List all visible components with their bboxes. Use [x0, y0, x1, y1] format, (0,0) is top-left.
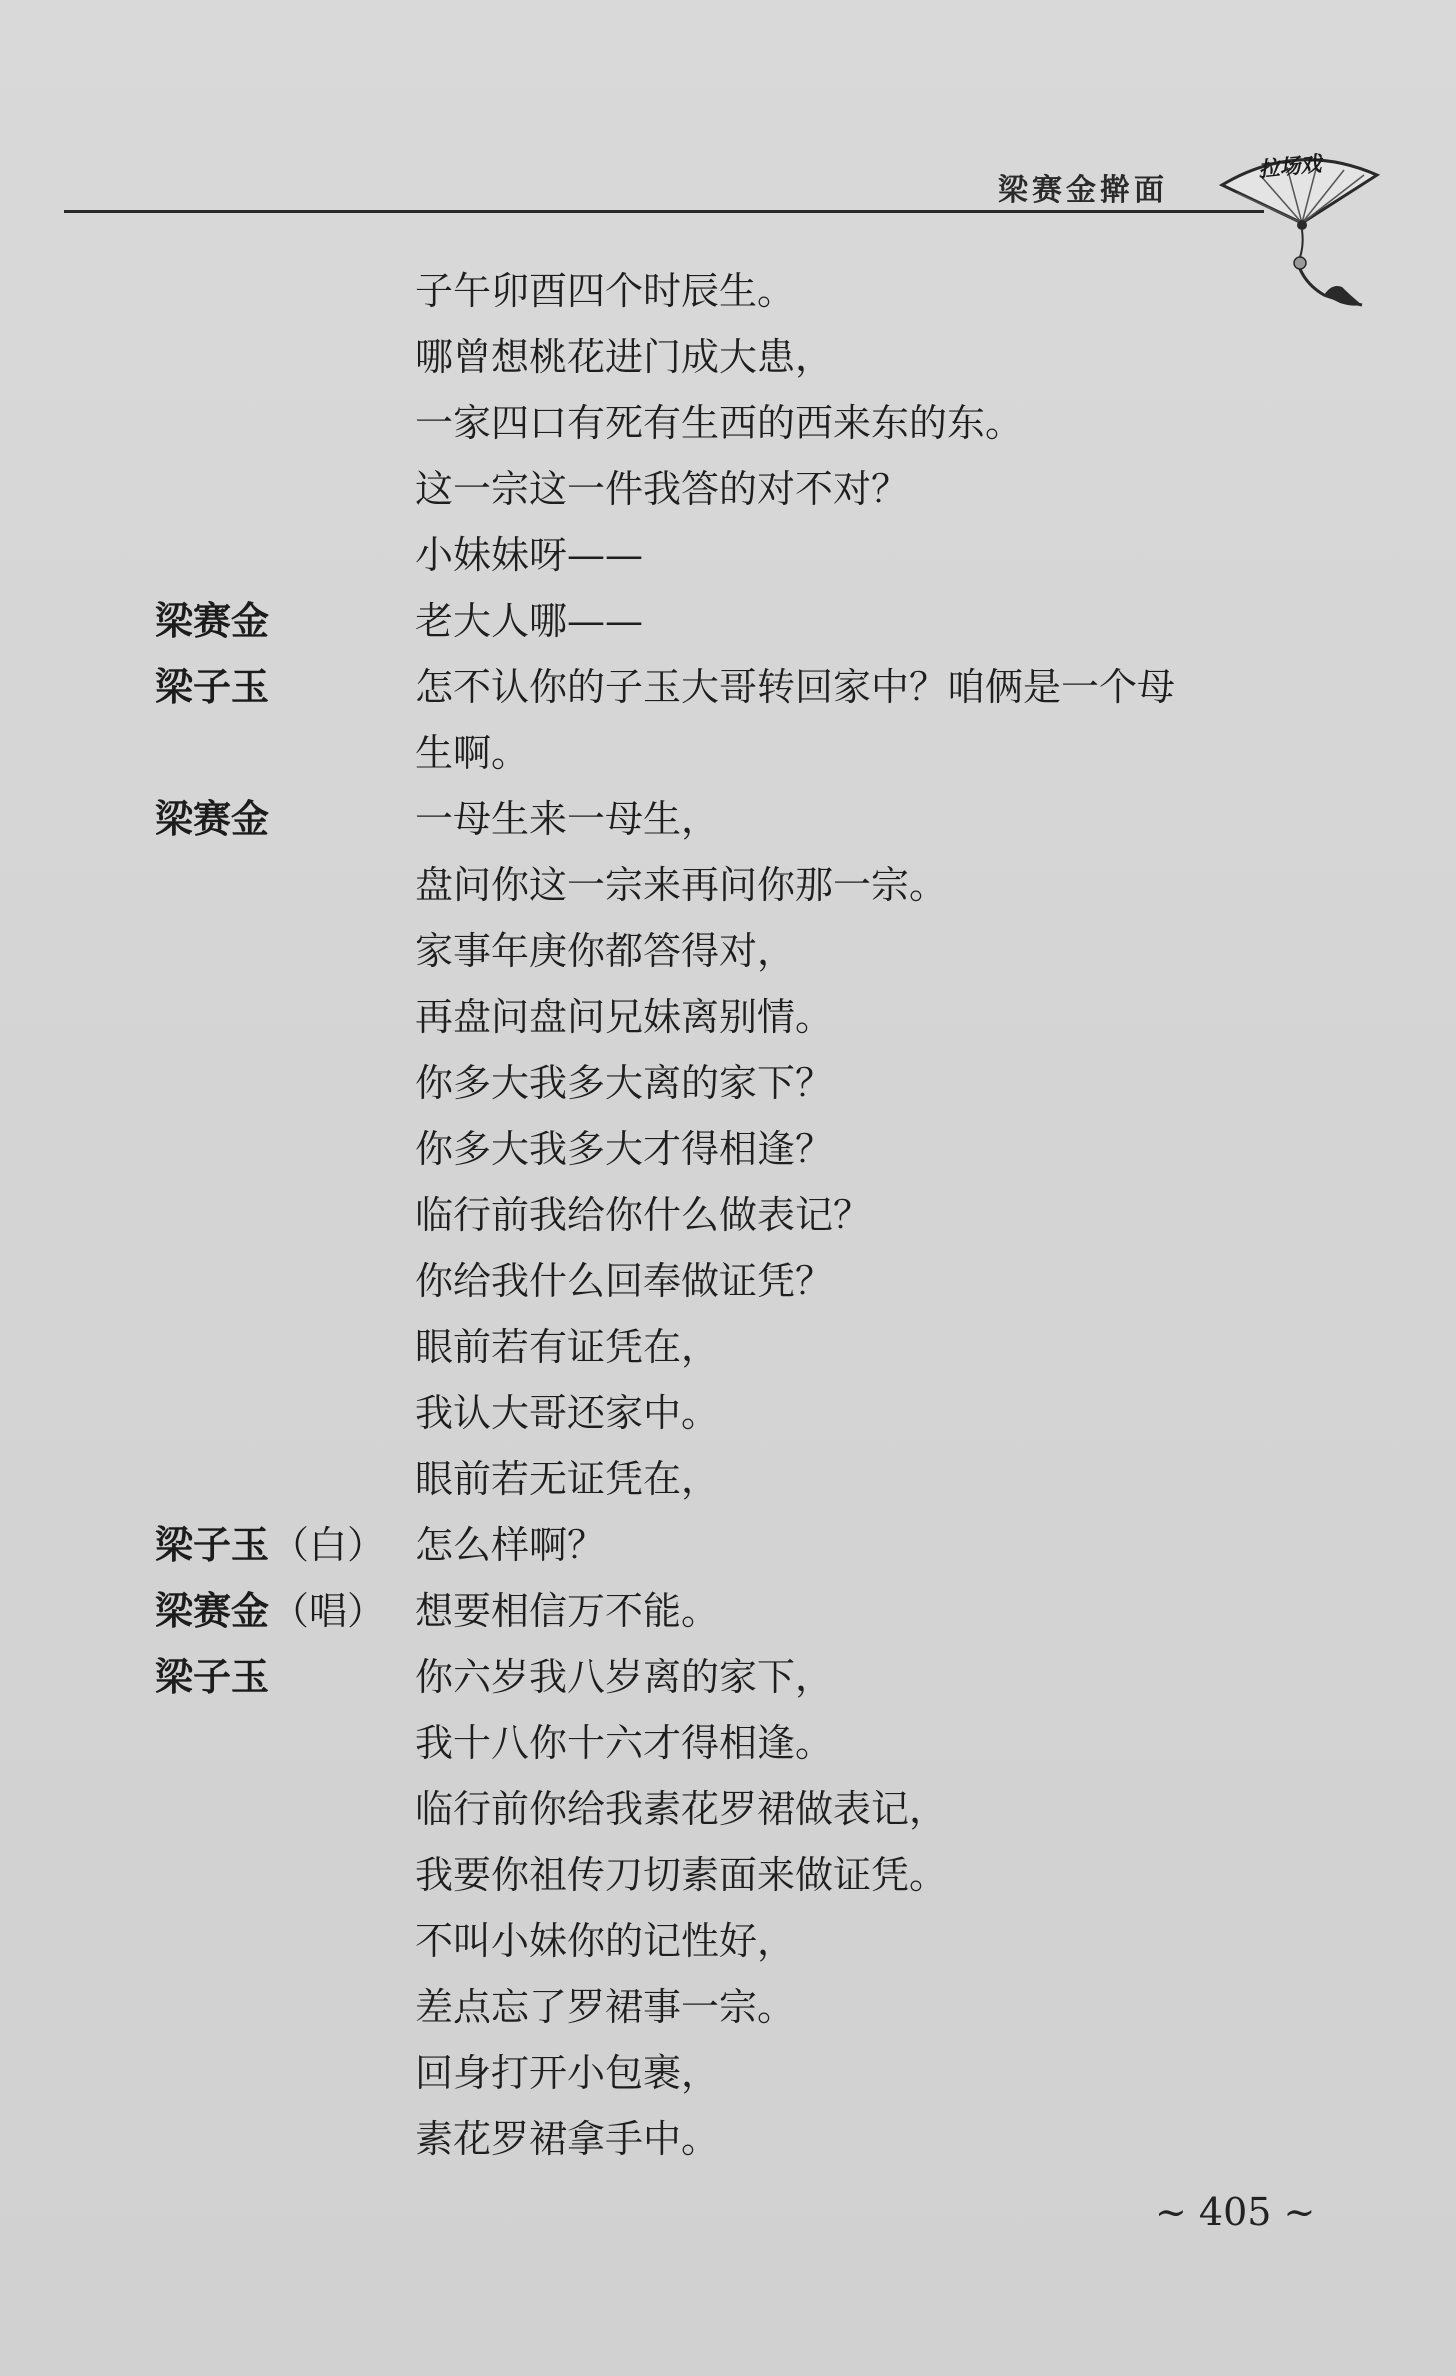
speaker-label: 梁子玉（白）: [155, 1523, 386, 1567]
speaker-label: [155, 1116, 157, 1182]
script-line: [0, 258, 1456, 324]
script-line: [0, 1116, 1456, 1182]
line-text: 我要你祖传刀切素面来做证凭。: [415, 1853, 948, 1897]
line-text: 一母生来一母生，: [415, 797, 720, 841]
line-text: 你多大我多大离的家下？: [415, 1061, 834, 1105]
speaker-label: [155, 258, 157, 324]
script-line: [0, 1446, 1456, 1512]
script-line: [0, 522, 1456, 588]
line-text: 怎么样啊？: [415, 1523, 606, 1567]
script-line: [0, 324, 1456, 390]
script-line: [0, 1578, 1456, 1644]
script-line: [0, 1314, 1456, 1380]
speaker-label: 梁赛金: [155, 599, 270, 643]
line-text: 回身打开小包裹，: [415, 2051, 720, 2095]
line-text: 你多大我多大才得相逢？: [415, 1127, 834, 1171]
line-text: 哪曾想桃花进门成大患，: [415, 335, 834, 379]
line-text: 家事年庚你都答得对，: [415, 929, 796, 973]
page-number: ~ 405 ~: [1155, 2190, 1316, 2234]
script-line: [0, 456, 1456, 522]
line-text: 差点忘了罗裙事一宗。: [415, 1985, 796, 2029]
script-line: [0, 1380, 1456, 1446]
script-line: [0, 2040, 1456, 2106]
line-text: 怎不认你的子玉大哥转回家中？咱俩是一个母: [415, 665, 1176, 709]
line-text: 想要相信万不能。: [415, 1589, 720, 1633]
speaker-label: [155, 984, 157, 1050]
speaker-label: [155, 1446, 157, 1512]
speaker-label: 梁赛金（唱）: [155, 1589, 386, 1633]
speaker-label: [155, 324, 157, 390]
speaker-label: [155, 1182, 157, 1248]
line-text: 老大人哪——: [415, 599, 644, 643]
line-text: 你六岁我八岁离的家下，: [415, 1655, 834, 1699]
speaker-label: [155, 390, 157, 456]
line-text: 我十八你十六才得相逢。: [415, 1721, 834, 1765]
script-line: [0, 390, 1456, 456]
speaker-label: [155, 720, 157, 786]
running-title: 梁赛金擀面: [998, 173, 1168, 208]
script-line: [0, 720, 1456, 786]
script-line: [0, 1182, 1456, 1248]
line-text: 临行前你给我素花罗裙做表记，: [415, 1787, 948, 1831]
speaker-label: [155, 1842, 157, 1908]
header-rule: [64, 210, 1264, 213]
speaker-label: [155, 1248, 157, 1314]
script-line: [0, 1974, 1456, 2040]
line-text: 盘问你这一宗来再问你那一宗。: [415, 863, 948, 907]
line-text: 一家四口有死有生西的西来东的东。: [415, 401, 1024, 445]
script-line: [0, 2106, 1456, 2172]
line-text: 你给我什么回奉做证凭？: [415, 1259, 834, 1303]
speaker-label: [155, 2040, 157, 2106]
line-text: 不叫小妹你的记性好，: [415, 1919, 796, 1963]
speaker-label: [155, 1908, 157, 1974]
script-line: [0, 1248, 1456, 1314]
script-line: [0, 918, 1456, 984]
line-text: 子午卯酉四个时辰生。: [415, 269, 796, 313]
line-text: 临行前我给你什么做表记？: [415, 1193, 872, 1237]
script-line: [0, 852, 1456, 918]
stage-direction: （白）: [271, 1523, 386, 1567]
fan-label: 拉场戏: [1257, 150, 1323, 182]
speaker-label: [155, 1710, 157, 1776]
speaker-label: 梁子玉: [155, 665, 270, 709]
line-text: 眼前若有证凭在，: [415, 1325, 720, 1369]
script-line: [0, 654, 1456, 720]
speaker-label: [155, 1314, 157, 1380]
script-line: [0, 1644, 1456, 1710]
line-text: 再盘问盘问兄妹离别情。: [415, 995, 834, 1039]
line-text: 我认大哥还家中。: [415, 1391, 720, 1435]
script-line: [0, 786, 1456, 852]
script-line: [0, 1776, 1456, 1842]
speaker-label: [155, 1974, 157, 2040]
script-line: [0, 588, 1456, 654]
stage-direction: （唱）: [271, 1589, 386, 1633]
line-text: 眼前若无证凭在，: [415, 1457, 720, 1501]
script-line: [0, 1710, 1456, 1776]
script-line: [0, 1842, 1456, 1908]
line-text: 小妹妹呀——: [415, 533, 644, 577]
line-text: 这一宗这一件我答的对不对？: [415, 467, 910, 511]
script-line: [0, 1908, 1456, 1974]
script-line: [0, 984, 1456, 1050]
speaker-label: [155, 2106, 157, 2172]
speaker-label: [155, 1050, 157, 1116]
line-text: 生啊。: [415, 731, 530, 775]
speaker-label: 梁子玉: [155, 1655, 270, 1699]
speaker-label: 梁赛金: [155, 797, 270, 841]
script-line: [0, 1512, 1456, 1578]
speaker-label: [155, 918, 157, 984]
line-text: 素花罗裙拿手中。: [415, 2117, 720, 2161]
speaker-label: [155, 456, 157, 522]
speaker-label: [155, 1380, 157, 1446]
script-line: [0, 1050, 1456, 1116]
speaker-label: [155, 1776, 157, 1842]
speaker-label: [155, 852, 157, 918]
speaker-label: [155, 522, 157, 588]
